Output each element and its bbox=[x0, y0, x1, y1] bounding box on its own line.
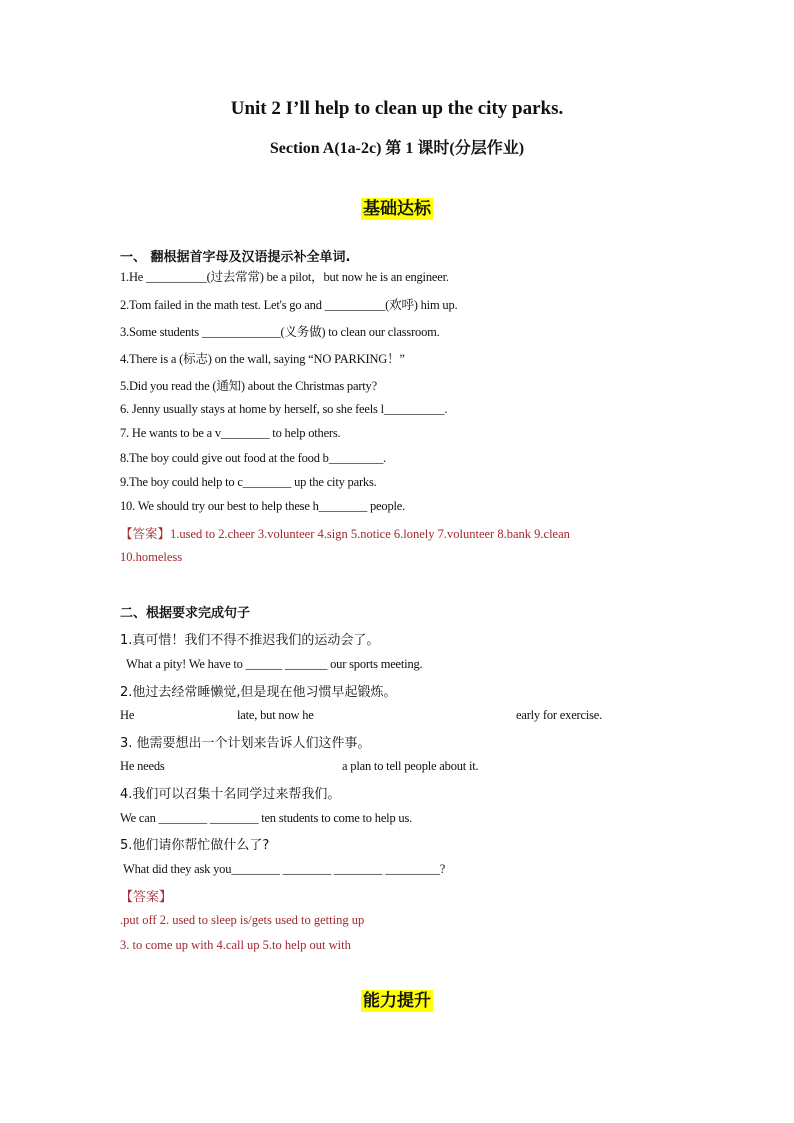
part2-q1-english: What a pity! We have to ______ _______ our sports meeting. bbox=[126, 657, 423, 671]
part1-item-6: 6. Jenny usually stays at home by herself, so she feels l__________. bbox=[120, 402, 448, 416]
part2-q5-english: What did they ask you________ ________ ________ _________? bbox=[123, 862, 446, 876]
part2-answer-line-2: 3. to come up with 4.call up 5.to help out with bbox=[120, 938, 351, 952]
page-title: Unit 2 I’ll help to clean up the city parks. bbox=[230, 98, 564, 119]
part2-q3-chinese: 3. 他需要想出一个计划来告诉人们这件事。 bbox=[120, 736, 371, 751]
part1-answer-line-2: 10.homeless bbox=[120, 550, 183, 564]
part2-answer-line-1: .put off 2. used to sleep is/gets used to getting up bbox=[120, 913, 365, 927]
part2-q3-english-b: a plan to tell people about it. bbox=[342, 759, 479, 773]
part1-item-4: 4.There is a (标志) on the wall, saying “NO PARKING！” bbox=[120, 352, 405, 366]
part1-item-9: 9.The boy could help to c________ up the city parks. bbox=[120, 475, 377, 489]
part2-q2-english-b: late, but now he bbox=[237, 708, 314, 722]
part2-q1-chinese: 1.真可惜！我们不得不推迟我们的运动会了。 bbox=[120, 633, 380, 648]
part2-q3-english-a: He needs bbox=[120, 759, 165, 773]
section-advanced-heading-wrap bbox=[0, 986, 794, 1011]
part1-item-10: 10. We should try our best to help these h________ people. bbox=[120, 499, 406, 513]
page-subtitle: Section A(1a-2c) 第 1 课时(分层作业) bbox=[269, 140, 525, 157]
part1-item-8: 8.The boy could give out food at the food b_________. bbox=[120, 451, 387, 465]
part2-q5-chinese: 5.他们请你帮忙做什么了? bbox=[120, 838, 270, 853]
part2-answer-tag: 【答案】 bbox=[120, 890, 173, 905]
part2-q4-chinese: 4.我们可以召集十名同学过来帮我们。 bbox=[120, 787, 341, 802]
part1-heading: 一、 翻根据首字母及汉语提示补全单词. bbox=[120, 250, 351, 265]
section-basic-heading-wrap bbox=[0, 194, 794, 219]
section-advanced-heading: 能力提升 bbox=[363, 991, 431, 1011]
part2-q2-chinese: 2.他过去经常睡懒觉,但是现在他习惯早起锻炼。 bbox=[120, 685, 397, 700]
part1-item-2: 2.Tom failed in the math test. Let's go and __________(欢呼) him up. bbox=[120, 298, 458, 312]
part1-item-3: 3.Some students _____________(义务做) to clean our classroom. bbox=[120, 325, 440, 339]
part1-item-1: 1.He __________(过去常常) be a pilot，but now he is an engineer. bbox=[120, 270, 449, 284]
part2-q2-english-a: He bbox=[120, 708, 135, 722]
part2-heading: 二、根据要求完成句子 bbox=[120, 606, 251, 621]
part1-item-7: 7. He wants to be a v________ to help others. bbox=[120, 426, 341, 440]
part1-item-5: 5.Did you read the (通知) about the Christmas party? bbox=[120, 379, 377, 393]
part2-q2-english-c: early for exercise. bbox=[516, 708, 603, 722]
part2-q4-english: We can ________ ________ ten students to come to help us. bbox=[120, 811, 413, 825]
part1-answer-line-1: 【答案】1.used to 2.cheer 3.volunteer 4.sign 5.notice 6.lonely 7.volunteer 8.bank 9.clean bbox=[120, 527, 570, 541]
section-basic-heading: 基础达标 bbox=[363, 199, 431, 219]
